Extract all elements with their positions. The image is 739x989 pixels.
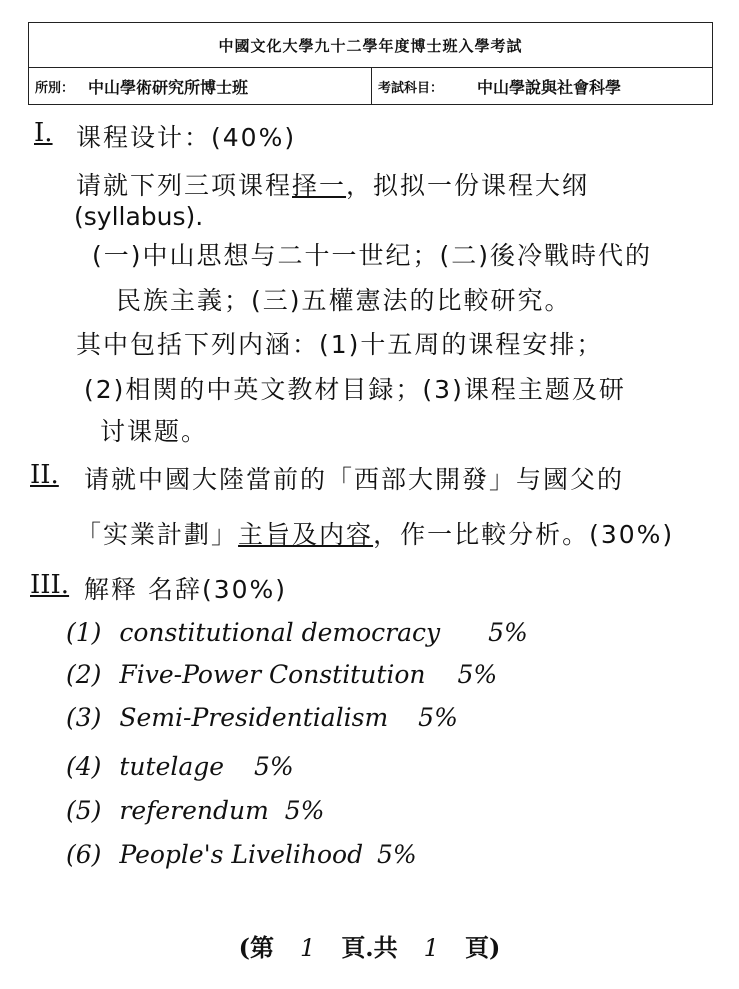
- q2-main-content: 主旨及内容: [238, 520, 374, 549]
- department-cell: [29, 68, 372, 104]
- exam-info-row: [29, 68, 712, 104]
- q3-item-num: (4): [66, 752, 102, 781]
- q2-plan-title: 实業計劃: [103, 520, 212, 549]
- q2-line2-end: ，作一比較分析。(30%): [373, 520, 675, 549]
- q1-line1-a: 请就下列三项课程: [76, 171, 293, 200]
- q3-item-pct: 5%: [254, 752, 294, 781]
- footer-mid: 頁.共: [341, 933, 398, 962]
- q1-line4: 民族主義；(三)五權憲法的比較研究。: [116, 286, 572, 315]
- q3-item: [66, 796, 324, 825]
- q3-item-num: (6): [66, 840, 102, 869]
- q1-line1-c: ，拟拟一份课程大纲: [346, 171, 590, 200]
- q3-item-num: (2): [66, 660, 102, 689]
- q1-line3: (一)中山思想与二十一世纪；(二)後冷戰時代的: [92, 241, 653, 270]
- subject-label: 考試科目：: [378, 80, 444, 96]
- q2-quote-open: 「: [76, 520, 104, 549]
- q1-title: 课程设计：(40%): [76, 123, 297, 152]
- subject-cell: [372, 68, 712, 104]
- exam-header-table: [28, 22, 713, 105]
- q3-item-pct: 5%: [418, 703, 458, 732]
- footer-total-pages: 1: [423, 934, 439, 962]
- exam-title: 中國文化大學九十二學年度博士班入學考試: [29, 23, 712, 68]
- department-label: 所別：: [35, 80, 75, 96]
- q2-line1: 请就中國大陸當前的「西部大開發」与國父的: [84, 465, 625, 494]
- q3-item-term: referendum: [119, 796, 269, 825]
- q3-item: [66, 703, 458, 732]
- q1-line5: 其中包括下列内涵：(1)十五周的课程安排；: [76, 330, 604, 359]
- q2-quote-close: 」: [211, 520, 239, 549]
- q3-item-term: Five-Power Constitution: [119, 660, 426, 689]
- q3-item-pct: 5%: [377, 840, 417, 869]
- q3-item-num: (5): [66, 796, 102, 825]
- q3-item-term: tutelage: [119, 752, 225, 781]
- q3-item: [66, 660, 497, 689]
- footer-close: 頁): [464, 933, 501, 962]
- q1-line6: (2)相関的中英文教材目録；(3)课程主题及研: [84, 375, 626, 404]
- page-footer: [0, 928, 739, 963]
- q3-item: [66, 752, 294, 781]
- q3-item-pct: 5%: [488, 618, 528, 647]
- q1-choose-one: 择一: [292, 171, 347, 200]
- q3-title: 解释 名辞(30%): [84, 575, 288, 604]
- q1-line1: [76, 166, 589, 202]
- department-value: 中山學術研究所博士班: [88, 77, 249, 97]
- footer-page-number: 1: [300, 934, 316, 962]
- subject-value: 中山學說與社會科學: [477, 77, 622, 97]
- footer-open: (第: [238, 933, 275, 962]
- q1-marker: I.: [34, 118, 53, 148]
- q3-item: [66, 840, 417, 869]
- q3-item-pct: 5%: [457, 660, 498, 689]
- q1-line7: 讨课题。: [100, 417, 209, 446]
- q3-item-pct: 5%: [284, 796, 325, 825]
- q1-line2: (syllabus).: [74, 202, 204, 231]
- q3-item-term: People's Livelihood: [119, 840, 364, 869]
- q3-marker: III.: [30, 570, 70, 600]
- q3-item: [66, 618, 528, 647]
- q3-item-num: (1): [66, 618, 102, 647]
- q2-marker: II.: [30, 460, 59, 490]
- q3-item-num: (3): [66, 703, 102, 732]
- q2-line2: [76, 515, 674, 551]
- q3-item-term: constitutional democracy: [119, 618, 441, 647]
- q3-item-term: Semi-Presidentialism: [119, 703, 389, 732]
